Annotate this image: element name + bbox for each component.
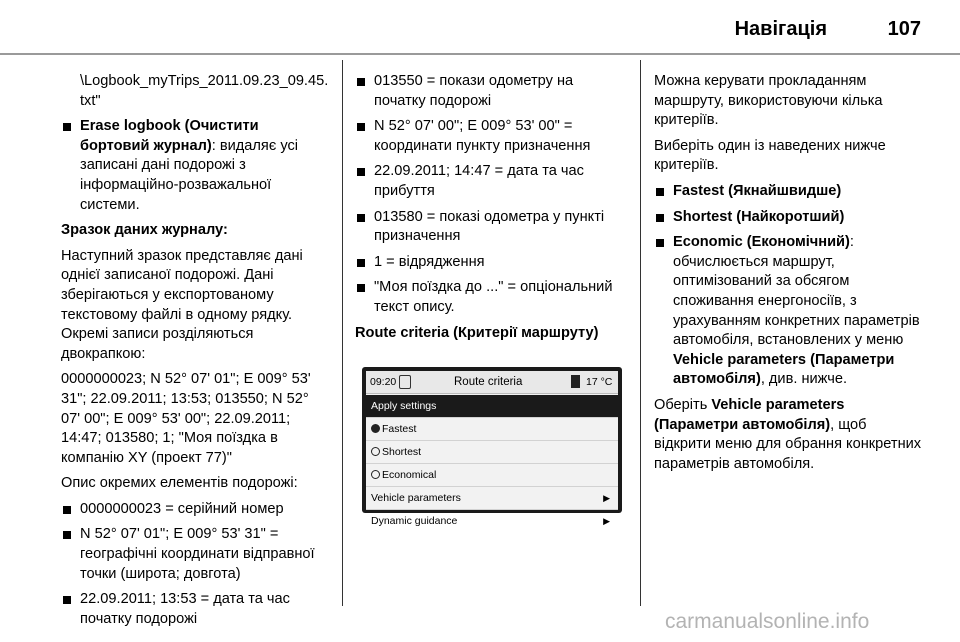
bullet-icon — [63, 123, 71, 131]
menu-item-economical[interactable] — [366, 464, 618, 487]
text: , щоб відкрити меню для обрання конкретних параметрів автомобіля. — [654, 416, 922, 472]
route-criteria-screenshot — [362, 367, 622, 527]
item-text: 013580 = показі одометра у пункті призначення — [374, 208, 605, 245]
status-bar — [366, 371, 618, 394]
paragraph: Можна керувати прокладанням маршруту, використовуючи кілька критеріїв. — [654, 73, 883, 129]
bullet-icon — [357, 284, 365, 292]
bullet-icon — [357, 78, 365, 86]
navigation-icon — [399, 375, 411, 389]
menu-item-shortest[interactable] — [366, 441, 618, 464]
menu-item-label: Fastest — [382, 423, 417, 435]
watermark: carmanualsonline.info — [665, 610, 870, 633]
item-term: Fastest (Якнайшвидше) — [673, 182, 842, 199]
menu-item-vehicle-parameters[interactable] — [366, 487, 618, 510]
paragraph: Наступний зразок представляє дані однієї записаної подорожі. Дані зберігаються у експортованому текстовому файлі в одному рядку. Окремі записи розділяються двокрапкою: — [61, 247, 303, 362]
screen-title: Route criteria — [454, 376, 523, 388]
bullet-icon — [656, 239, 664, 247]
list-item — [355, 208, 627, 247]
item-text: 0000000023 = серійний номер — [80, 500, 284, 517]
radio-icon — [371, 447, 380, 456]
menu-item-dynamic-guidance[interactable] — [366, 510, 618, 532]
header-rule — [0, 53, 960, 55]
bullet-icon — [63, 506, 71, 514]
route-criteria-heading: Route criteria (Критерії маршруту) — [355, 324, 599, 341]
bullet-icon — [656, 188, 664, 196]
bullet-icon — [357, 123, 365, 131]
item-term: Economic (Економічний) — [673, 234, 850, 251]
item-text: : видаляє усі записані дані подорожі з інформаційно-розважальної системи. — [80, 137, 298, 213]
paragraph: 0000000023; N 52° 07' 01"; E 009° 53' 31"; 22.09.2011; 13:53; 013550; N 52° 07' 00"; E 009° 53' 00"; 22.09.2011; 14:47; 013580; 1; "Моя поїздка в компанію XY (проект 77)" — [61, 371, 311, 466]
list-item — [355, 278, 627, 317]
column-divider-1 — [342, 60, 343, 606]
section-title: Навігація — [734, 18, 827, 40]
logbook-path: \Logbook_myTrips_2011.09.23_09.45.txt" — [80, 73, 329, 109]
text: Оберіть — [654, 396, 712, 413]
item-text: 1 = відрядження — [374, 253, 485, 270]
route-criteria-menu — [366, 395, 618, 532]
item-text: N 52° 07' 00"; E 009° 53' 00" = координати пункту призначення — [374, 118, 591, 154]
menu-reference: Vehicle parameters (Параметри автомобіля) — [654, 396, 845, 433]
chevron-right-icon: ▶ — [603, 493, 610, 503]
item-text: N 52° 07' 01"; E 009° 53' 31" = географічні координати відправної точки (широта; довгота) — [80, 526, 315, 582]
temperature: 17 °C — [586, 376, 613, 388]
bullet-icon — [357, 168, 365, 176]
list-item — [355, 253, 627, 273]
list-item — [61, 525, 331, 584]
item-text: 22.09.2011; 13:53 = дата та час початку подорожі — [80, 591, 290, 627]
list-item — [61, 590, 331, 629]
menu-reference: Vehicle parameters (Параметри автомобіля) — [673, 351, 895, 388]
bullet-icon — [63, 531, 71, 539]
list-item-fastest — [654, 182, 926, 202]
menu-item-fastest[interactable] — [366, 418, 618, 441]
menu-item-label: Vehicle parameters — [371, 492, 461, 504]
paragraph: Опис окремих елементів подорожі: — [61, 475, 298, 492]
menu-item-apply-settings[interactable] — [366, 395, 618, 418]
menu-item-label: Shortest — [382, 446, 422, 458]
radio-icon — [371, 470, 380, 479]
bullet-icon — [63, 596, 71, 604]
clock: 09:20 — [370, 376, 397, 388]
menu-item-label: Economical — [382, 469, 437, 481]
list-item — [355, 72, 627, 111]
item-text: 013550 = покази одометру на початку подорожі — [374, 73, 574, 109]
menu-item-label: Apply settings — [371, 400, 437, 412]
bullet-icon — [357, 259, 365, 267]
display-screen — [366, 371, 618, 527]
column-1 — [61, 72, 331, 635]
radio-selected-icon — [371, 424, 380, 433]
list-item-erase-logbook — [61, 117, 331, 215]
item-text: : обчислюється маршрут, оптимізований за обсягом споживання енергоносіїв, з урахуванням конкретних параметрів автомобіля, встановлених у меню — [673, 234, 920, 349]
chevron-right-icon: ▶ — [603, 516, 610, 526]
item-term: Erase logbook (Очистити бортовий журнал) — [80, 118, 259, 154]
list-item — [355, 162, 627, 201]
bullet-icon — [656, 214, 664, 222]
list-item — [355, 117, 627, 156]
list-item — [61, 500, 331, 520]
list-item-economic — [654, 233, 926, 390]
bullet-icon — [357, 214, 365, 222]
column-divider-2 — [640, 60, 641, 606]
menu-item-label: Dynamic guidance — [371, 515, 458, 527]
list-item-shortest — [654, 208, 926, 228]
item-term: Shortest (Найкоротший) — [673, 208, 845, 225]
example-heading: Зразок даних журналу: — [61, 222, 228, 239]
item-text: , див. нижче. — [760, 371, 848, 388]
thermometer-icon — [571, 375, 580, 388]
item-text: 22.09.2011; 14:47 = дата та час прибуття — [374, 163, 584, 199]
item-text: "Моя поїздка до ..." = опціональний текст опису. — [374, 279, 613, 315]
paragraph: Виберіть один із наведених нижче критеріїв. — [654, 137, 886, 174]
column-3 — [654, 72, 926, 480]
page-number: 107 — [887, 18, 921, 40]
column-2 — [355, 72, 627, 349]
paragraph — [654, 396, 926, 474]
